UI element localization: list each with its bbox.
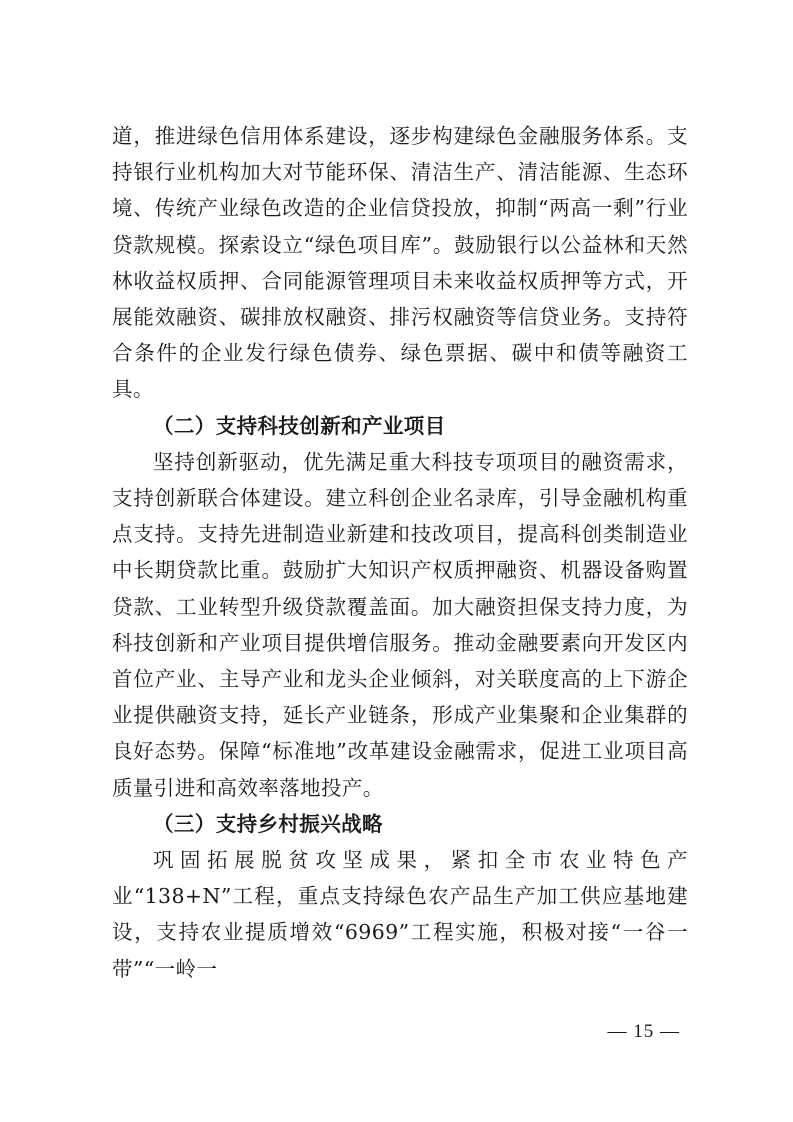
page-content <box>112 118 688 987</box>
paragraph-tech-innovation: 坚持创新驱动，优先满足重大科技专项项目的融资需求，支持创新联合体建设。建立科创企业名录库，引导金融机构重点支持。支持先进制造业新建和技改项目，提高科创类制造业中长期贷款比重。鼓励扩大知识产权质押融资、机器设备购置贷款、工业转型升级贷款覆盖面。加大融资担保支持力度，为科技创新和产业项目提供增信服务。推动金融要素向开发区内首位产业、主导产业和龙头企业倾斜，对关联度高的上下游企业提供融资支持，延长产业链条，形成产业集聚和企业集群的良好态势。保障“标准地”改革建设金融需求，促进工业项目高质量引进和高效率落地投产。 <box>112 449 688 800</box>
section-heading-rural-revitalization: （三）支持乡村振兴战略 <box>153 811 383 836</box>
page-number: — 15 — <box>607 1021 680 1042</box>
paragraph-green-finance: 道，推进绿色信用体系建设，逐步构建绿色金融服务体系。支持银行业机构加大对节能环保、清洁生产、清洁能源、生态环境、传统产业绿色改造的企业信贷投放，抑制“两高一剩”行业贷款规模。探索设立“绿色项目库”。鼓励银行以公益林和天然林收益权质押、合同能源管理项目未来收益权质押等方式，开展能效融资、碳排放权融资、排污权融资等信贷业务。支持符合条件的企业发行绿色债券、绿色票据、碳中和债等融资工具。 <box>112 124 688 402</box>
section-heading-tech-innovation: （二）支持科技创新和产业项目 <box>153 413 446 438</box>
paragraph-rural-revitalization: 巩固拓展脱贫攻坚成果，紧扣全市农业特色产业“138+N”工程，重点支持绿色农产品生产加工供应基地建设，支持农业提质增效“6969”工程实施，积极对接“一谷一带”“一岭一 <box>112 848 688 981</box>
